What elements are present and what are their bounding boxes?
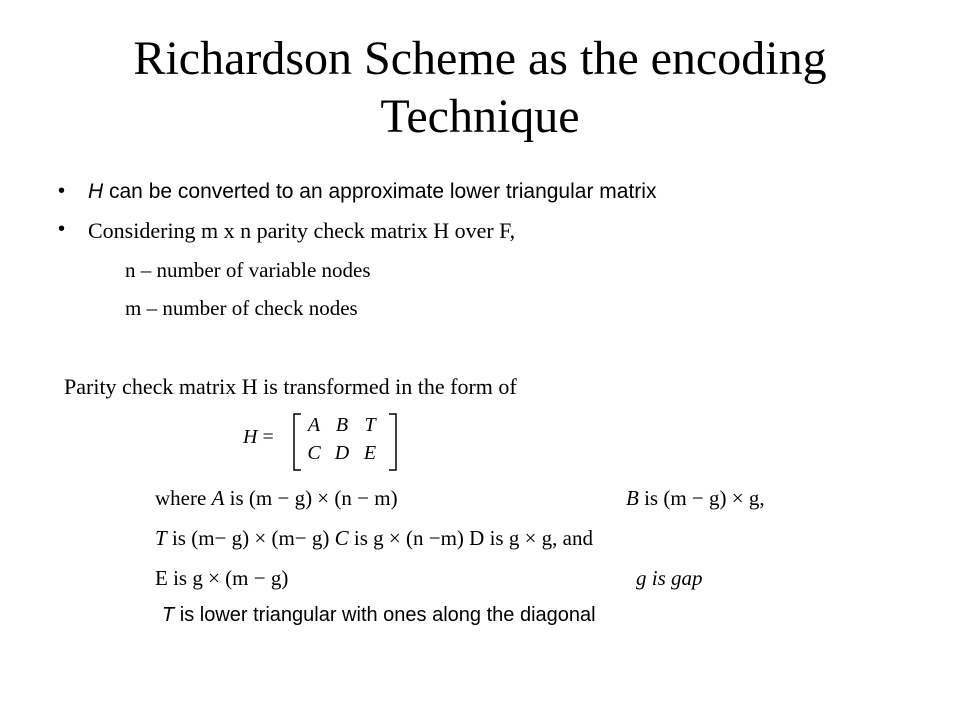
definition-line-t-c-d: T is (m− g) × (m− g) C is g × (n −m) D is g × g, and [155,526,593,550]
sub-item-check-nodes: m – number of check nodes [125,296,358,320]
matrix-cell: B [335,414,349,436]
bullet-icon: • [58,180,66,202]
left-bracket [294,414,301,470]
bullet-icon: • [58,218,66,240]
matrix-cell: E [363,442,377,464]
transform-text: Parity check matrix H is transformed in the form of [64,374,517,399]
matrix-cell: C [307,442,321,464]
definition-line-b: B is (m − g) × g, [626,486,765,510]
bullet-item [58,218,516,244]
sub-item-variable-nodes: n – number of variable nodes [125,258,371,282]
footer-note: T is lower triangular with ones along the diagonal [162,604,596,626]
bullet-item [58,180,657,204]
definition-gap: g is gap [636,566,703,590]
matrix-cell: T [364,414,376,436]
matrix-cell: D [334,442,350,464]
bullet-text: can be converted to an approximate lower triangular matrix [103,180,657,203]
matrix-label: H = [243,426,274,448]
bullet-italic-var: H [88,180,104,203]
right-bracket [389,414,396,470]
matrix-cell: A [307,414,321,436]
bullet-text: Considering m x n parity check matrix H over F, [88,218,516,243]
slide-title: Richardson Scheme as the encoding Technique [133,32,827,143]
definition-line-e: E is g × (m − g) [155,566,289,590]
definition-line-a: where A is (m − g) × (n − m) [155,486,398,510]
